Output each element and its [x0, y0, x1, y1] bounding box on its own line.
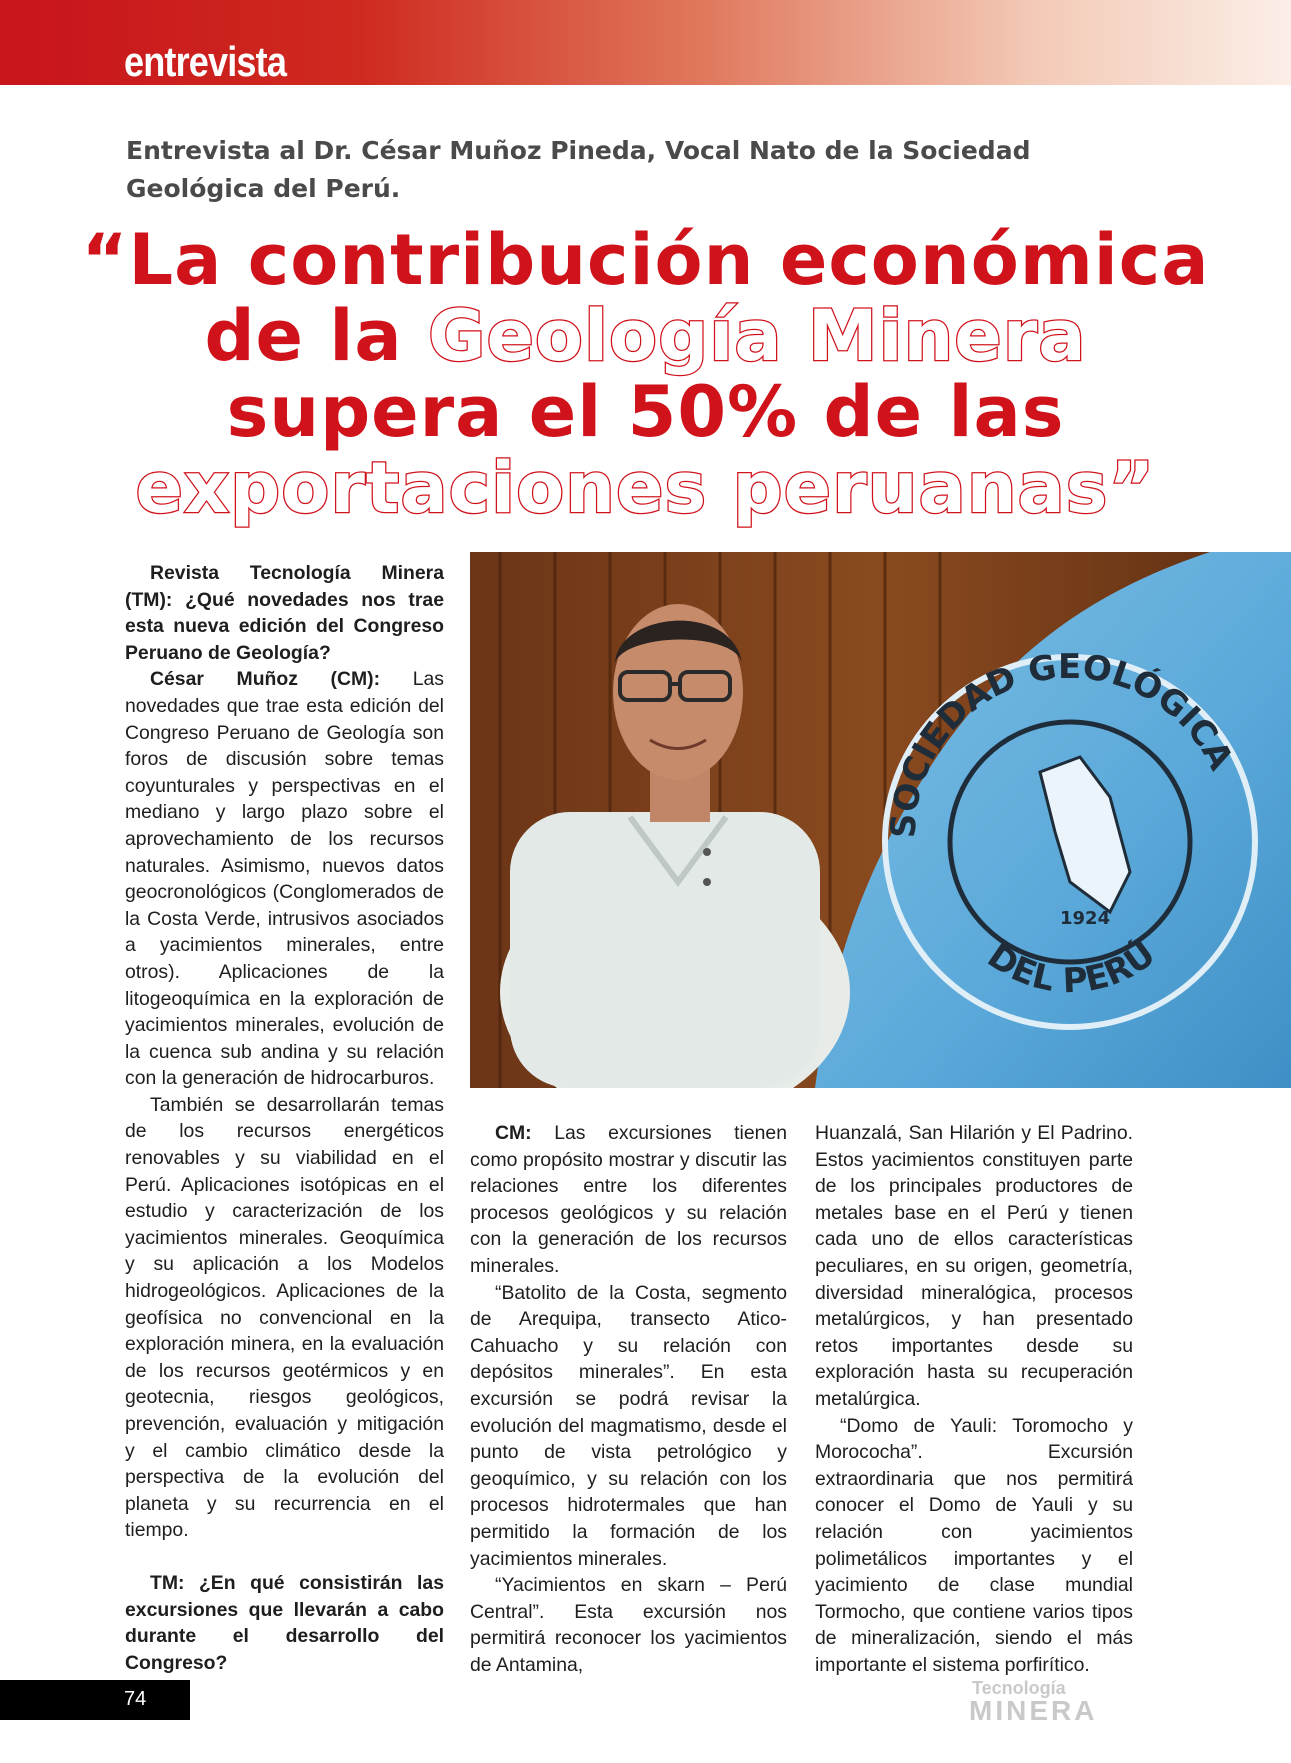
headline-line-4: exportaciones peruanas”: [135, 447, 1156, 529]
interview-photo: [470, 552, 1291, 1088]
page-number-box: [0, 1680, 190, 1720]
answer-2-label: CM:: [495, 1122, 555, 1144]
headline-line-2-outline: Geología Minera: [428, 295, 1087, 377]
logo-bottom-text: MINERA: [969, 1695, 1098, 1726]
column-1: [125, 560, 444, 1676]
magazine-logo: [962, 1678, 1137, 1728]
column-3: [815, 1120, 1133, 1678]
headline-line-3: supera el 50% de las: [226, 371, 1065, 453]
question-2: TM: ¿En qué consistirán las excursiones que llevarán a cabo durante el desarrollo del Congreso?: [125, 1571, 444, 1674]
logo-top-text: Tecnología: [972, 1678, 1066, 1698]
excursion-skarn-continued: Huanzalá, San Hilarión y El Padrino. Estos yacimientos constituyen parte de los principales productores de metales base en el Perú y tienen cada uno de ellos características peculiares, en su origen, geometría, diversidad mineralógica, procesos metalúrgicos, y han presentado retos importantes desde su exploración hasta su recuperación metalúrgica.: [815, 1122, 1133, 1410]
question-1-label: Revista Tecnología Minera (TM):: [125, 562, 444, 611]
headline-line-2-solid: de la: [204, 295, 428, 377]
answer-2: [470, 1120, 787, 1280]
excursion-yauli: “Domo de Yauli: Toromocho y Morococha”. Excursión extraordinaria que nos permitirá conocer el Domo de Yauli y su relación con yacimientos polimetálicos importantes y el yacimiento de clase mundial Tormocho, que contiene varios tipos de mineralización, siendo el más importante el sistema porfirítico.: [815, 1414, 1133, 1676]
headline-line-2: [40, 295, 1251, 377]
interview-kicker: Entrevista al Dr. César Muñoz Pineda, Vocal Nato de la Sociedad Geológica del Perú.: [126, 136, 1031, 203]
flag-year: 1924: [1060, 908, 1111, 929]
flag-text-bottom: DEL PERÚ: [980, 934, 1163, 1002]
column-2: [470, 1120, 787, 1678]
flag-text-top: SOCIEDAD GEOLÓGICA: [883, 646, 1241, 839]
answer-1: [125, 666, 444, 1092]
page-number: 74: [124, 1688, 147, 1710]
answer-1-label: César Muñoz (CM):: [150, 668, 413, 691]
question-1: [125, 560, 444, 666]
answer-1-continued: También se desarrollarán temas de los recursos energéticos renovables y su viabilidad en el Perú. Aplicaciones isotópicas en el estudio y caracterización de los yacimientos minerales. Geoquímica y su aplicación a los Modelos hidrogeológicos. Aplicaciones de la geofísica no convencional en la exploración minera, en la evaluación de los recursos geotérmicos y en geotecnia, riesgos geológicos, prevención, evaluación y mitigación y el cambio climático desde la perspectiva de la evolución del planeta y su recurrencia en el tiempo.: [125, 1093, 444, 1542]
photo-illustration: [470, 552, 1291, 1088]
question-1-text: ¿Qué novedades nos trae esta nueva edición del Congreso Peruano de Geología?: [125, 588, 445, 664]
headline: [40, 219, 1251, 529]
answer-1-text: Las novedades que trae esta edición del Congreso Peruano de Geología son foros de discusión sobre temas coyunturales y perspectivas en el mediano y largo plazo sobre el aprovechamiento de los recursos naturales. Asimismo, nuevos datos geocronológicos (Conglomerados de la Costa Verde, intrusivos asociados a yacimientos minerales, entre otros). Aplicaciones de la litogeoquímica en la exploración de yacimientos minerales, evolución de la cuenca sub andina y su relación con la generación de hidrocarburos.: [125, 668, 444, 1090]
excursion-skarn: “Yacimientos en skarn – Perú Central”. Esta excursión nos permitirá reconocer los yacimientos de Antamina,: [470, 1574, 787, 1676]
headline-line-1: “La contribución económica: [81, 219, 1210, 301]
section-label: entrevista: [124, 38, 287, 85]
answer-2-text: Las excursiones tienen como propósito mostrar y discutir las relaciones entre los diferentes procesos geológicos y su relación con la generación de los recursos minerales.: [470, 1122, 787, 1277]
excursion-batolito: “Batolito de la Costa, segmento de Arequipa, transecto Atico-Cahuacho y su relación con depósitos minerales”. En esta excursión se podrá revisar la evolución del magmatismo, desde el punto de vista petrológico y geoquímico, y su relación con los procesos hidrotermales que han permitido la formación de los yacimientos minerales.: [470, 1281, 787, 1570]
